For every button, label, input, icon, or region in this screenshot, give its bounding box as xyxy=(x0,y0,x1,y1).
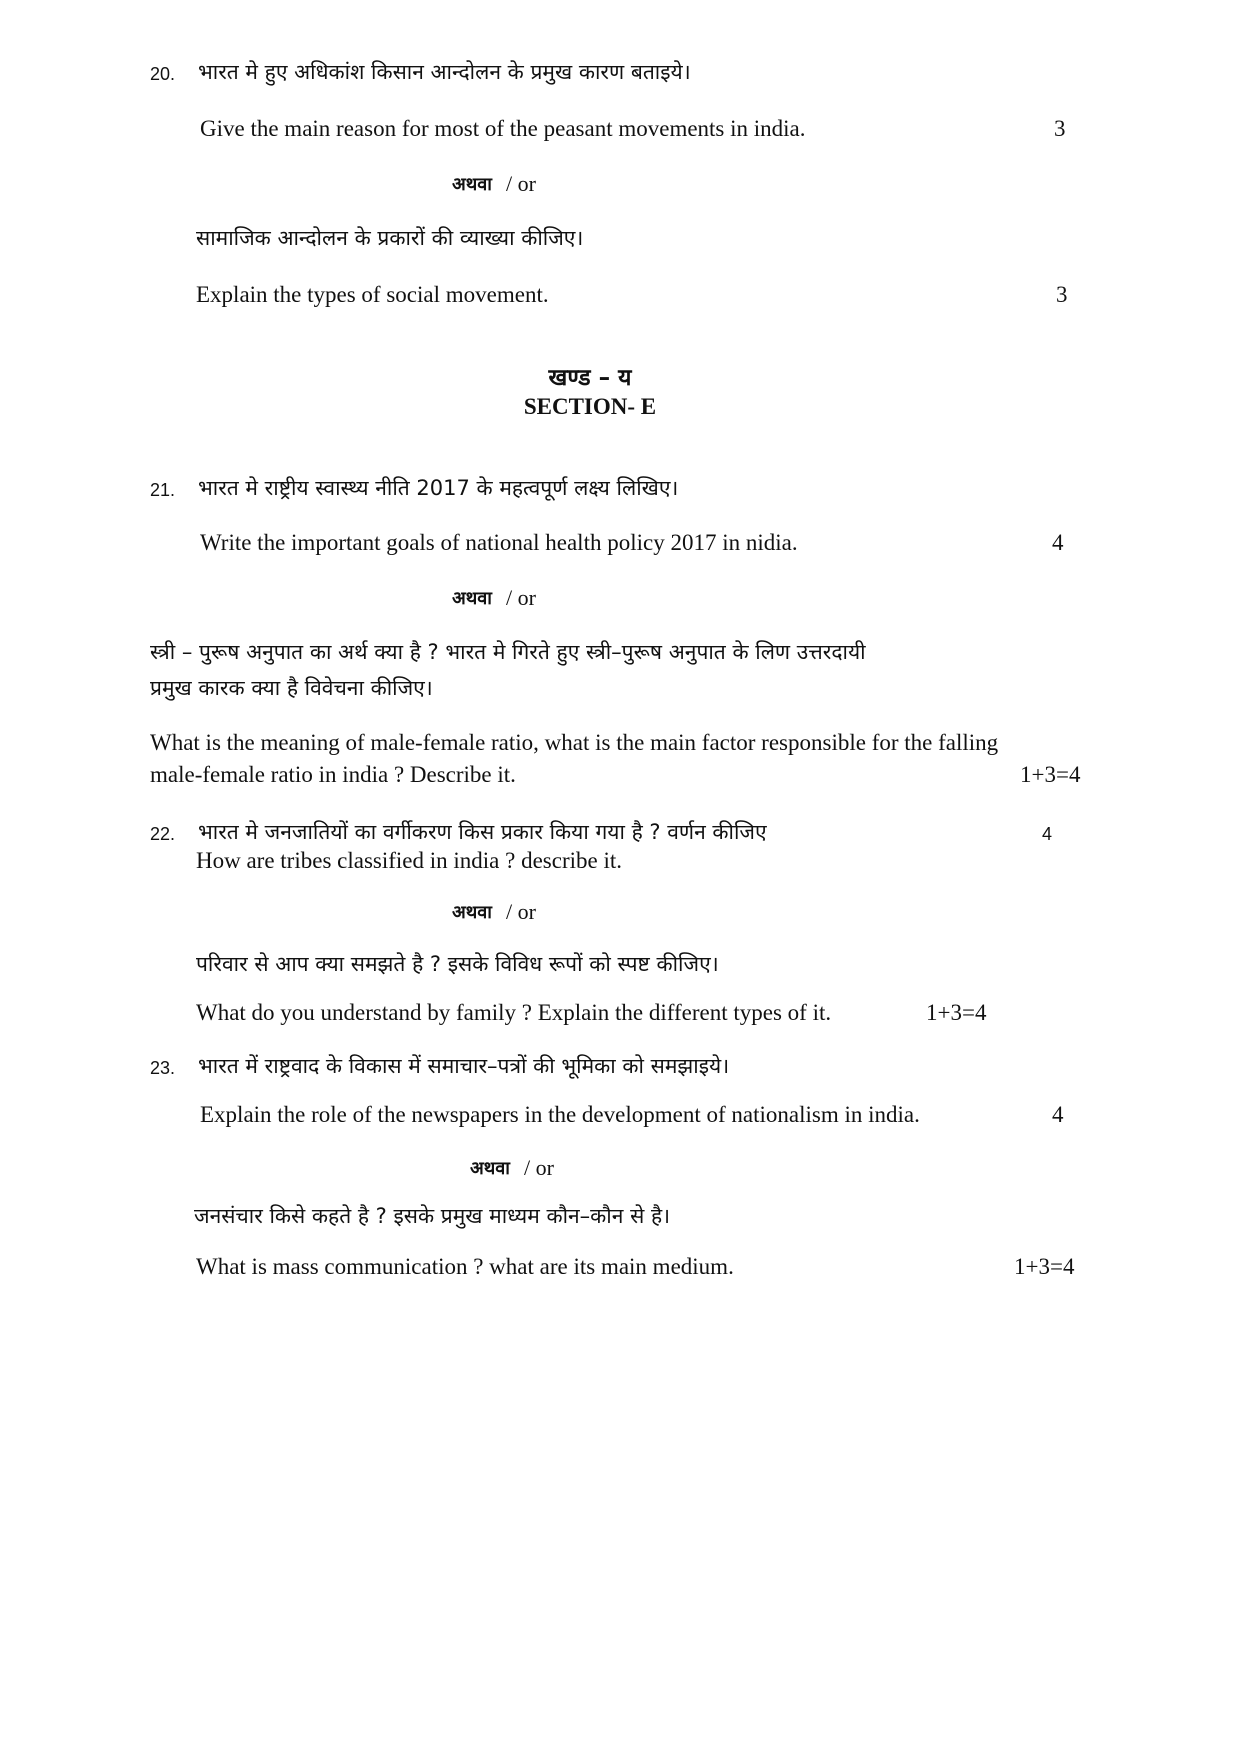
alternative-text-hindi: जनसंचार किसे कहते है ? इसके प्रमुख माध्यम कौन–कौन से है। xyxy=(194,1204,671,1228)
question-marks: 3 xyxy=(1054,116,1066,141)
alternative-text-hindi: सामाजिक आन्दोलन के प्रकारों की व्याख्या कीजिए। xyxy=(196,226,584,250)
or-label-english: / or xyxy=(506,171,536,196)
alternative-marks: 3 xyxy=(1056,282,1068,307)
question-number: 23. xyxy=(150,1058,176,1078)
section-heading-hindi: खण्ड – य xyxy=(548,365,632,391)
question-text-english: Explain the role of the newspapers in the development of nationalism in india. xyxy=(200,1102,920,1127)
or-label-english: / or xyxy=(506,585,536,610)
question-text-hindi: भारत में राष्ट्रवाद के विकास में समाचार–पत्रों की भूमिका को समझाइये। xyxy=(198,1054,730,1078)
or-label-hindi: अथवा xyxy=(470,1158,510,1179)
alternative-marks: 1+3=4 xyxy=(1020,762,1081,787)
question-marks: 4 xyxy=(1052,530,1064,555)
alternative-text-english: Explain the types of social movement. xyxy=(196,282,549,307)
or-label-english: / or xyxy=(524,1155,554,1180)
or-label-english: / or xyxy=(506,899,536,924)
question-text-hindi: भारत मे हुए अधिकांश किसान आन्दोलन के प्रमुख कारण बताइये। xyxy=(198,60,691,84)
question-number: 20. xyxy=(150,64,176,84)
alternative-marks: 1+3=4 xyxy=(1014,1254,1075,1279)
alternative-text-hindi: प्रमुख कारक क्या है विवेचना कीजिए। xyxy=(150,676,433,700)
question-marks: 4 xyxy=(1052,1102,1064,1127)
question-marks: 4 xyxy=(1042,824,1053,844)
question-text-english: How are tribes classified in india ? describe it. xyxy=(196,848,622,873)
alternative-text-english: What is the meaning of male-female ratio, what is the main factor responsible for the falling xyxy=(150,730,999,755)
alternative-text-english: male-female ratio in india ? Describe it. xyxy=(150,762,516,787)
question-number: 21. xyxy=(150,480,176,500)
alternative-text-english: What do you understand by family ? Explain the different types of it. xyxy=(196,1000,832,1025)
or-label-hindi: अथवा xyxy=(452,902,492,923)
alternative-text-english: What is mass communication ? what are its main medium. xyxy=(196,1254,734,1279)
alternative-text-hindi: परिवार से आप क्या समझते है ? इसके विविध रूपों को स्पष्ट कीजिए। xyxy=(196,952,719,976)
question-text-hindi: भारत मे राष्ट्रीय स्वास्थ्य नीति 2017 के महत्वपूर्ण लक्ष्य लिखिए। xyxy=(198,476,679,500)
alternative-marks: 1+3=4 xyxy=(926,1000,987,1025)
question-text-hindi: भारत मे जनजातियों का वर्गीकरण किस प्रकार किया गया है ? वर्णन कीजिए xyxy=(198,820,767,844)
question-number: 22. xyxy=(150,824,176,844)
alternative-text-hindi: स्त्री – पुरूष अनुपात का अर्थ क्या है ? भारत मे गिरते हुए स्त्री–पुरूष अनुपात के लिण उत्तरदायी xyxy=(150,640,866,664)
question-text-english: Write the important goals of national health policy 2017 in nidia. xyxy=(200,530,798,555)
section-heading-english: SECTION- E xyxy=(523,394,657,419)
or-label-hindi: अथवा xyxy=(452,588,492,609)
question-text-english: Give the main reason for most of the peasant movements in india. xyxy=(200,116,806,141)
or-label-hindi: अथवा xyxy=(452,174,492,195)
